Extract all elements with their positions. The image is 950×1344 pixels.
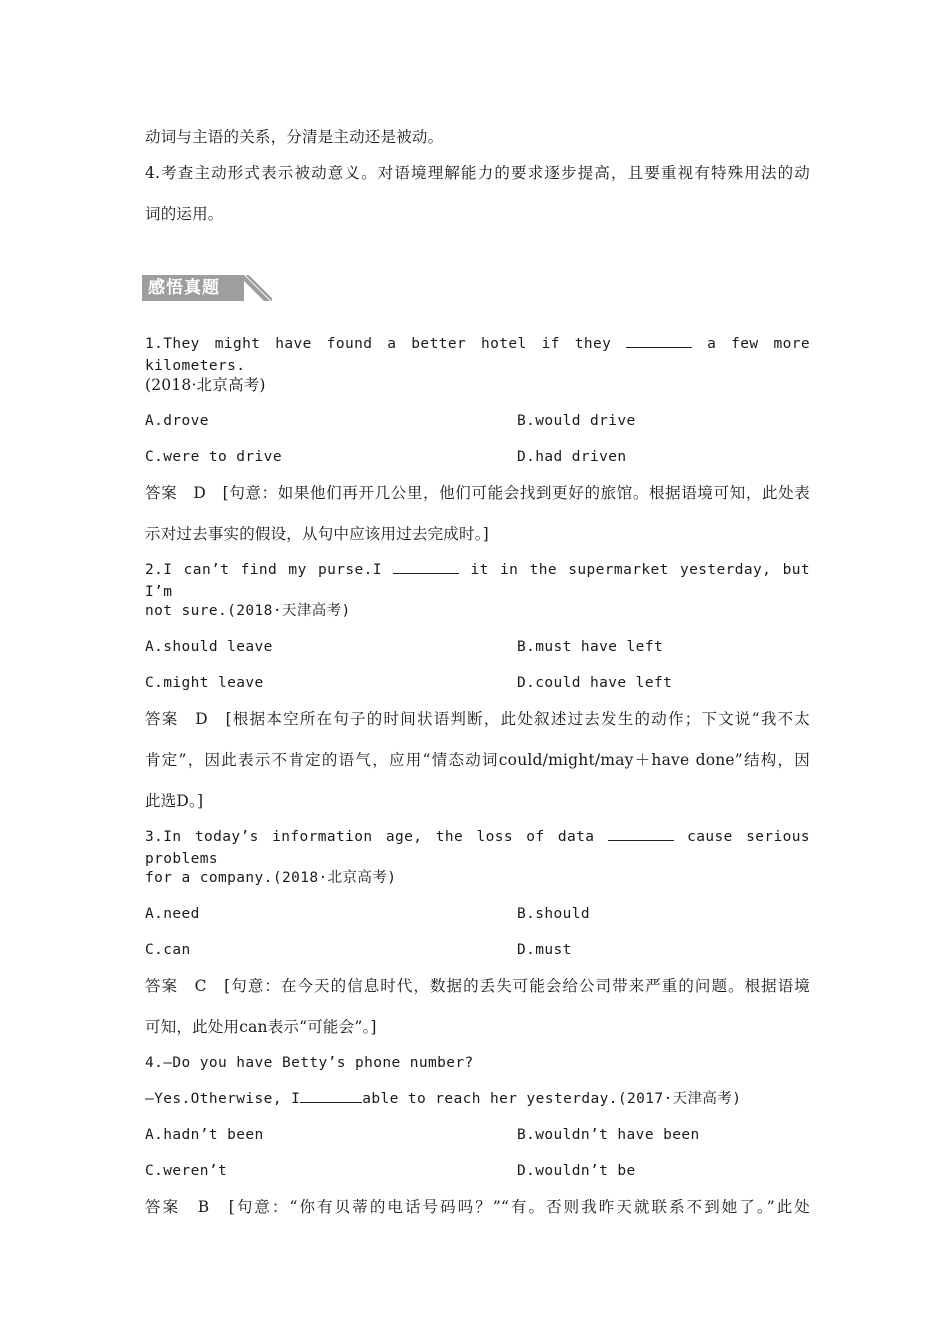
question-2-blank <box>393 559 459 574</box>
question-2-stem <box>145 559 810 603</box>
intro-line-3: 词的运用。 <box>145 205 224 223</box>
question-3-stem-part-a: 3.In today’s information age, the loss of data <box>145 829 595 845</box>
question-4-blank <box>300 1088 362 1103</box>
intro-line-2: 4.考查主动形式表示被动意义。对语境理解能力的要求逐步提高，且要重视有特殊用法的动 <box>145 164 810 182</box>
question-3-blank <box>608 826 674 841</box>
question-1-answer-line-2: 示对过去事实的假设，从句中应该用过去完成时。] <box>145 525 489 543</box>
question-2-option-d: D.could have left <box>517 675 673 691</box>
section-header <box>142 273 272 303</box>
question-2-answer-line-3: 此选D。] <box>145 792 204 810</box>
question-1-source: (2018·北京高考) <box>145 376 266 394</box>
question-4-stem: 4.—Do you have Betty’s phone number? <box>145 1055 474 1071</box>
question-3-answer-line-1: 答案 C [句意：在今天的信息时代，数据的丢失可能会给公司带来严重的问题。根据语境 <box>145 977 810 995</box>
question-2-option-b: B.must have left <box>517 639 664 655</box>
question-2-answer-line-2: 肯定”，因此表示不肯定的语气，应用“情态动词could/might/may＋have done”结构，因 <box>145 751 810 769</box>
question-2-stem-part-b: it in the supermarket yesterday, but I’m <box>145 562 810 600</box>
question-1-option-b: B.would drive <box>517 413 636 429</box>
question-1-option-d: D.had driven <box>517 449 627 465</box>
question-1-stem-part-b: a few more kilometers. <box>145 336 810 374</box>
question-2-stem-line-2: not sure.(2018·天津高考) <box>145 603 351 619</box>
question-4-reply-part-b: able to reach her yesterday.(2017·天津高考) <box>362 1091 742 1107</box>
question-4-reply <box>145 1088 810 1110</box>
question-3-answer-line-2: 可知，此处用can表示“可能会”。] <box>145 1018 377 1036</box>
question-3-option-b: B.should <box>517 906 591 922</box>
intro-line-1: 动词与主语的关系，分清是主动还是被动。 <box>145 128 444 146</box>
question-3-option-a: A.need <box>145 906 200 922</box>
question-4-option-c: C.weren’t <box>145 1163 228 1179</box>
section-title: 感悟真题 <box>142 275 244 301</box>
question-3-option-c: C.can <box>145 942 191 958</box>
question-2-option-c: C.might leave <box>145 675 264 691</box>
question-4-option-b: B.wouldn’t have been <box>517 1127 700 1143</box>
question-4-answer-line-1: 答案 B [句意：“你有贝蒂的电话号码吗？”“有。否则我昨天就联系不到她了。”此处 <box>145 1198 810 1216</box>
question-1-stem <box>145 333 810 377</box>
question-1-stem-part-a: 1.They might have found a better hotel if they <box>145 336 612 352</box>
question-2-option-a: A.should leave <box>145 639 273 655</box>
question-1-option-a: A.drove <box>145 413 209 429</box>
section-stripes-icon <box>238 275 272 301</box>
question-2-stem-part-a: 2.I can’t find my purse.I <box>145 562 382 578</box>
question-2-answer-line-1: 答案 D [根据本空所在句子的时间状语判断，此处叙述过去发生的动作；下文说“我不太 <box>145 710 810 728</box>
question-4-option-a: A.hadn’t been <box>145 1127 264 1143</box>
question-4-option-d: D.wouldn’t be <box>517 1163 636 1179</box>
question-3-stem-part-b: cause serious problems <box>145 829 811 867</box>
question-3-stem <box>145 826 810 870</box>
question-3-stem-line-2: for a company.(2018·北京高考) <box>145 870 397 886</box>
question-1-option-c: C.were to drive <box>145 449 282 465</box>
question-1-answer-line-1: 答案 D [句意：如果他们再开几公里，他们可能会找到更好的旅馆。根据语境可知，此处表 <box>145 484 810 502</box>
question-3-option-d: D.must <box>517 942 572 958</box>
question-4-reply-part-a: —Yes.Otherwise, I <box>145 1091 301 1107</box>
question-1-blank <box>626 333 692 348</box>
